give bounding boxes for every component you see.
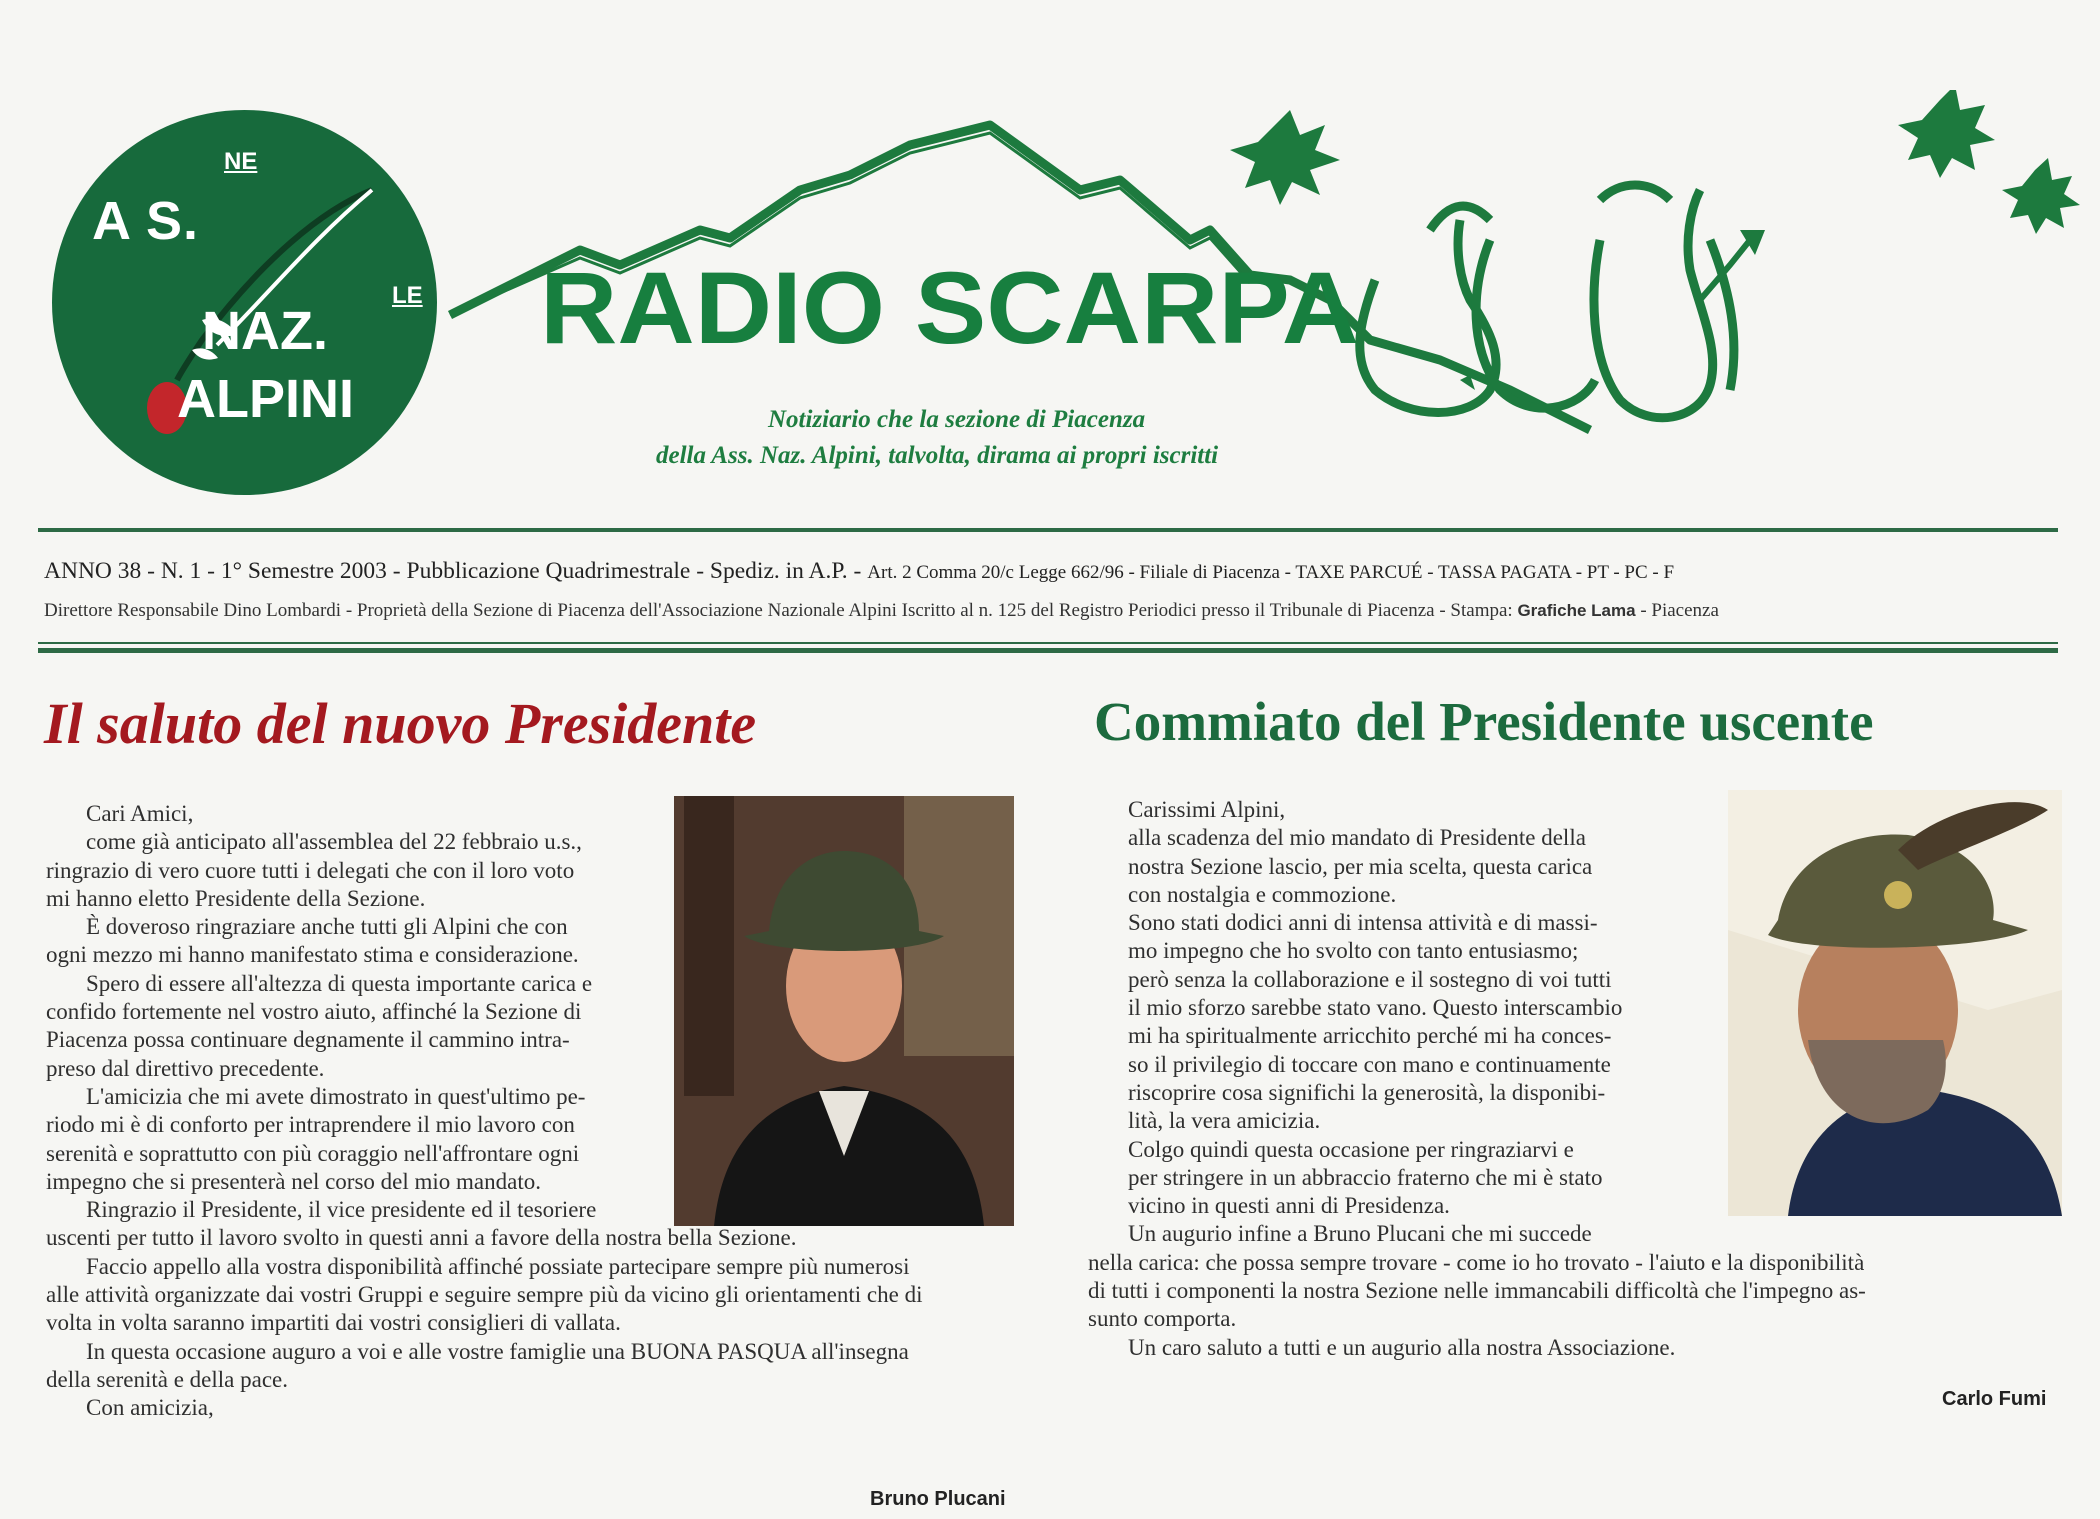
- article-line: Spero di essere all'altezza di questa importante carica e: [86, 970, 593, 996]
- article-line: nostra Sezione lascio, per mia scelta, questa carica: [1128, 853, 1593, 879]
- editorial-info-main: Direttore Responsabile Dino Lombardi - Proprietà della Sezione di Piacenza dell'Associazione Nazionale Alpini Iscritto al n. 125 del Registro Periodici presso il Tribunale di Piacenza - Stampa:: [44, 600, 1518, 621]
- left-article-headline: Il saluto del nuovo Presidente: [44, 691, 757, 756]
- edelweiss-icon: [1230, 90, 2080, 234]
- article-line: di tutti i componenti la nostra Sezione nelle immancabili difficoltà che l'impegno as-: [1088, 1278, 1866, 1304]
- article-line: Con amicizia,: [86, 1395, 214, 1421]
- left-article-body: [46, 800, 922, 1423]
- ana-logo: [52, 110, 437, 495]
- article-line: Ringrazio il Presidente, il vice presidente ed il tesoriere: [86, 1197, 597, 1223]
- newsletter-subtitle-line2: della Ass. Naz. Alpini, talvolta, dirama ai propri iscritti: [656, 442, 1219, 469]
- publication-info-main: ANNO 38 - N. 1 - 1° Semestre 2003 - Pubblicazione Quadrimestrale - Spediz. in A.P. -: [44, 558, 868, 584]
- rule-top: [38, 528, 2058, 532]
- article-line: Colgo quindi questa occasione per ringraziarvi e: [1128, 1136, 1574, 1162]
- article-line: In questa occasione auguro a voi e alle vostre famiglie una BUONA PASQUA all'insegna: [86, 1338, 909, 1364]
- article-line: Sono stati dodici anni di intensa attività e di massi-: [1128, 910, 1598, 936]
- logo-text-ass: A S.: [92, 191, 200, 251]
- right-article-body: [1088, 796, 1866, 1362]
- article-line: Cari Amici,: [86, 801, 194, 826]
- article-line: impegno che si presenterà nel corso del mio mandato.: [46, 1168, 541, 1194]
- logo-text-ne: NE: [224, 148, 258, 175]
- article-line: uscenti per tutto il lavoro svolto in questi anni a favore della nostra bella Sezione.: [46, 1225, 797, 1251]
- article-line: alle attività organizzate dai vostri Gruppi e seguire sempre più da vicino gli orientamenti che di: [46, 1282, 923, 1308]
- article-line: Carissimi Alpini,: [1128, 797, 1286, 822]
- logo-text-le: LE: [392, 282, 423, 309]
- editorial-info-end: - Piacenza: [1635, 600, 1719, 621]
- article-line: so il privilegio di toccare con mano e continuamente: [1128, 1051, 1611, 1077]
- newsletter-subtitle-line1: Notiziario che la sezione di Piacenza: [768, 406, 1146, 433]
- article-line: ringrazio di vero cuore tutti i delegati che con il loro voto: [46, 857, 575, 883]
- rule-bottom-thick: [38, 648, 2058, 653]
- right-article-signature: Carlo Fumi: [1942, 1388, 2047, 1410]
- logo-text-naz: NAZ.: [202, 301, 328, 361]
- article-line: della serenità e della pace.: [46, 1366, 288, 1392]
- article-line: Faccio appello alla vostra disponibilità affinché possiate partecipare sempre più numerosi: [86, 1253, 910, 1279]
- article-line: preso dal direttivo precedente.: [46, 1055, 325, 1081]
- article-line: Piacenza possa continuare degnamente il cammino intra-: [46, 1027, 570, 1053]
- logo-text-alpini: ALPINI: [177, 369, 355, 429]
- article-line: riodo mi è di conforto per intraprendere il mio lavoro con: [46, 1112, 575, 1138]
- article-line: come già anticipato all'assemblea del 22 febbraio u.s.,: [86, 829, 582, 855]
- article-line: confido fortemente nel vostro aiuto, affinché la Sezione di: [46, 999, 582, 1025]
- newsletter-title: RADIO SCARPA: [540, 251, 1360, 365]
- article-line: alla scadenza del mio mandato di Presidente della: [1128, 825, 1586, 851]
- article-line: volta in volta saranno impartiti dai vostri consiglieri di vallata.: [46, 1310, 621, 1336]
- right-article-headline: Commiato del Presidente uscente: [1094, 691, 1874, 752]
- editorial-info: [44, 600, 1719, 622]
- printer-name: Grafiche Lama: [1517, 601, 1636, 620]
- article-line: il mio sforzo sarebbe stato vano. Questo interscambio: [1128, 995, 1623, 1021]
- article-line: ogni mezzo mi hanno manifestato stima e considerazione.: [46, 942, 579, 968]
- article-line: mo impegno che ho svolto con tanto entusiasmo;: [1128, 938, 1579, 964]
- article-line: nella carica: che possa sempre trovare - come io ho trovato - l'aiuto e la disponibilità: [1088, 1249, 1865, 1275]
- publication-info: [44, 558, 1674, 585]
- article-line: però senza la collaborazione e il sostegno di voi tutti: [1128, 966, 1612, 992]
- article-line: L'amicizia che mi avete dimostrato in quest'ultimo pe-: [86, 1083, 586, 1109]
- publication-info-postal: Art. 2 Comma 20/c Legge 662/96 - Filiale di Piacenza - TAXE PARCUÉ - TASSA PAGATA - PT - PC - F: [867, 562, 1675, 583]
- article-line: Un augurio infine a Bruno Plucani che mi succede: [1128, 1221, 1592, 1247]
- article-line: riscoprire cosa significhi la generosità, la disponibi-: [1128, 1079, 1606, 1105]
- article-line: lità, la vera amicizia.: [1128, 1108, 1321, 1134]
- article-line: per stringere in un abbraccio fraterno che mi è stato: [1128, 1164, 1603, 1190]
- article-line: È doveroso ringraziare anche tutti gli Alpini che con: [86, 914, 568, 940]
- article-line: con nostalgia e commozione.: [1128, 881, 1397, 907]
- article-line: sunto comporta.: [1088, 1306, 1237, 1332]
- article-line: Un caro saluto a tutti e un augurio alla nostra Associazione.: [1128, 1334, 1676, 1360]
- article-line: vicino in questi anni di Presidenza.: [1128, 1193, 1450, 1219]
- left-article-signature: Bruno Plucani: [870, 1488, 1006, 1510]
- article-line: serenità e soprattutto con più coraggio nell'affrontare ogni: [46, 1140, 580, 1166]
- article-line: mi hanno eletto Presidente della Sezione.: [46, 885, 426, 911]
- rule-bottom-thin: [38, 642, 2058, 644]
- article-line: mi ha spiritualmente arricchito perché mi ha conces-: [1128, 1023, 1612, 1049]
